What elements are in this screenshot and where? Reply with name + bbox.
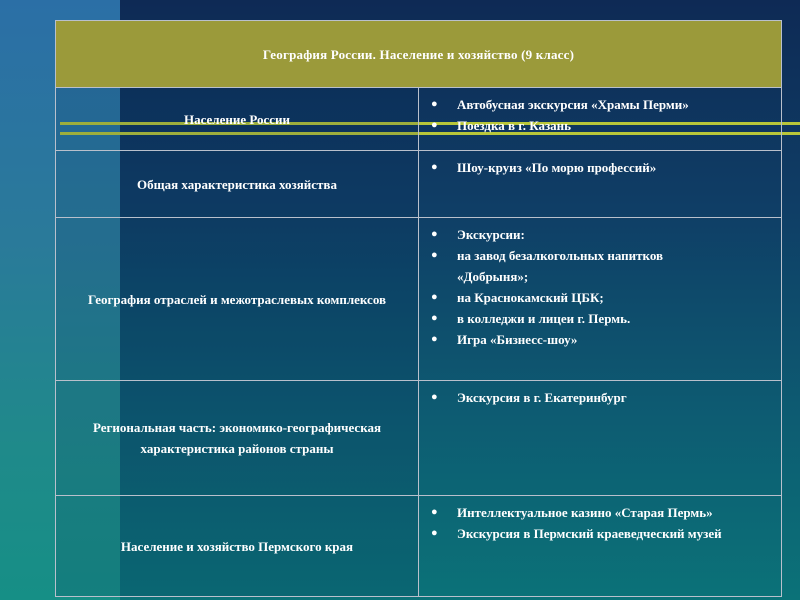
- topic-cell: Общая характеристика хозяйства: [56, 151, 419, 218]
- list-item: ● Шоу-круиз «По морю профессий»: [431, 157, 771, 178]
- bullet-icon: ●: [431, 161, 438, 173]
- activities-cell: [419, 218, 782, 381]
- curriculum-table: [55, 20, 782, 597]
- bullet-icon: ●: [431, 119, 438, 131]
- list-item: ● Поездка в г. Казань: [431, 115, 771, 136]
- list-item: ● Экскурсии:: [431, 224, 771, 245]
- table-row: [56, 88, 782, 151]
- list-item: ● Экскурсия в Пермский краеведческий музей: [431, 523, 771, 544]
- table-row: [56, 496, 782, 597]
- topic-cell: Региональная часть: экономико-географическая характеристика районов страны: [56, 381, 419, 496]
- list-item-continuation: «Добрыня»;: [457, 269, 529, 284]
- list-item: ● на завод безалкогольных напитков: [431, 245, 771, 266]
- bullet-icon: ●: [431, 312, 438, 324]
- activities-cell: [419, 496, 782, 597]
- activities-cell: [419, 151, 782, 218]
- topic-cell: География отраслей и межотраслевых комплексов: [56, 218, 419, 381]
- list-item: ● на Краснокамский ЦБК;: [431, 287, 771, 308]
- activities-cell: [419, 88, 782, 151]
- list-item: ● Экскурсия в г. Екатеринбург: [431, 387, 771, 408]
- bullet-icon: ●: [431, 391, 438, 403]
- bullet-icon: ●: [431, 333, 438, 345]
- topic-cell: Население и хозяйство Пермского края: [56, 496, 419, 597]
- table-row: [56, 381, 782, 496]
- table-title: География России. Население и хозяйство (9 класс): [56, 21, 782, 88]
- bullet-icon: ●: [431, 506, 438, 518]
- bullet-icon: ●: [431, 98, 438, 110]
- topic-cell: Население России: [56, 88, 419, 151]
- table-row: [56, 151, 782, 218]
- bullet-icon: ●: [431, 291, 438, 303]
- list-item: ● в колледжи и лицеи г. Пермь.: [431, 308, 771, 329]
- table-row: [56, 218, 782, 381]
- list-item: ● Автобусная экскурсия «Храмы Перми»: [431, 94, 771, 115]
- activities-cell: [419, 381, 782, 496]
- bullet-icon: ●: [431, 249, 438, 261]
- list-item: ● Игра «Бизнесс-шоу»: [431, 329, 771, 350]
- bullet-icon: ●: [431, 228, 438, 240]
- bullet-icon: ●: [431, 527, 438, 539]
- list-item: ● Интеллектуальное казино «Старая Пермь»: [431, 502, 771, 523]
